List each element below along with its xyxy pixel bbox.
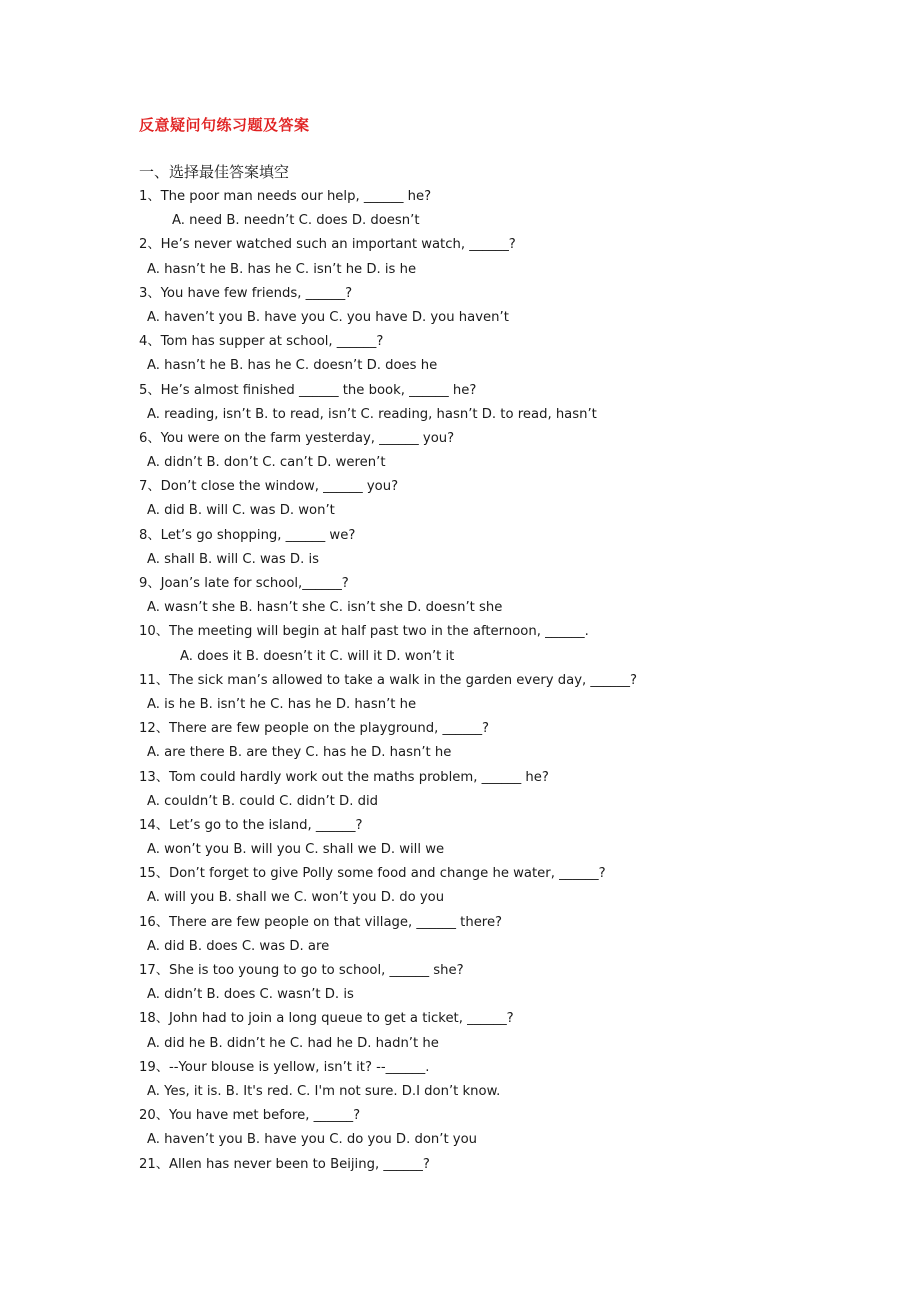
question-text: 19、--Your blouse is yellow, isn’t it? --______. xyxy=(139,1059,430,1075)
answer-options: A. did B. does C. was D. are xyxy=(147,938,330,954)
page-title: 反意疑问句练习题及答案 xyxy=(139,116,310,134)
answer-options: A. wasn’t she B. hasn’t she C. isn’t she D. doesn’t she xyxy=(147,600,503,616)
question-text: 9、Joan’s late for school,______? xyxy=(139,576,349,591)
question-text: 15、Don’t forget to give Polly some food and change he water, ______? xyxy=(139,866,606,882)
answer-options: A. haven’t you B. have you C. do you D. don’t you xyxy=(147,1132,478,1148)
answer-options: A. does it B. doesn’t it C. will it D. won’t it xyxy=(180,648,455,664)
question-text: 1、The poor man needs our help, ______ he? xyxy=(139,189,432,204)
section-heading: 一、选择最佳答案填空 xyxy=(139,163,290,181)
question-text: 21、Allen has never been to Beijing, ______? xyxy=(139,1156,430,1172)
question-text: 12、There are few people on the playground, ______? xyxy=(139,721,490,737)
question-text: 8、Let’s go shopping, ______ we? xyxy=(139,527,356,543)
question-text: 16、There are few people on that village, ______ there? xyxy=(139,914,503,930)
question-text: 2、He’s never watched such an important watch, ______? xyxy=(139,237,516,253)
answer-options: A. will you B. shall we C. won’t you D. do you xyxy=(147,890,445,906)
answer-options: A. are there B. are they C. has he D. hasn’t he xyxy=(147,745,452,761)
answer-options: A. didn’t B. don’t C. can’t D. weren’t xyxy=(147,455,386,471)
question-text: 17、She is too young to go to school, ______ she? xyxy=(139,963,464,978)
answer-options: A. couldn’t B. could C. didn’t D. did xyxy=(147,793,378,809)
question-text: 10、The meeting will begin at half past two in the afternoon, ______. xyxy=(139,624,589,640)
answer-options: A. haven’t you B. have you C. you have D. you haven’t xyxy=(147,309,509,325)
question-text: 18、John had to join a long queue to get a ticket, ______? xyxy=(139,1011,514,1027)
question-text: 20、You have met before, ______? xyxy=(139,1108,361,1124)
answer-options: A. did he B. didn’t he C. had he D. hadn’t he xyxy=(147,1035,439,1051)
answer-options: A. is he B. isn’t he C. has he D. hasn’t he xyxy=(147,696,417,712)
answer-options: A. won’t you B. will you C. shall we D. will we xyxy=(147,842,445,858)
answer-options: A. reading, isn’t B. to read, isn’t C. reading, hasn’t D. to read, hasn’t xyxy=(147,406,597,422)
question-text: 5、He’s almost finished ______ the book, ______ he? xyxy=(139,382,477,398)
answer-options: A. hasn’t he B. has he C. doesn’t D. does he xyxy=(147,358,438,374)
question-text: 14、Let’s go to the island, ______? xyxy=(139,817,363,833)
answer-options: A. hasn’t he B. has he C. isn’t he D. is he xyxy=(147,261,417,277)
answer-options: A. did B. will C. was D. won’t xyxy=(147,503,335,519)
question-text: 7、Don’t close the window, ______ you? xyxy=(139,479,399,495)
answer-options: A. shall B. will C. was D. is xyxy=(147,551,319,567)
answer-options: A. didn’t B. does C. wasn’t D. is xyxy=(147,987,354,1003)
answer-options: A. Yes, it is. B. It's red. C. I'm not sure. D.I don’t know. xyxy=(147,1083,501,1099)
question-text: 4、Tom has supper at school, ______? xyxy=(139,334,384,350)
question-text: 13、Tom could hardly work out the maths problem, ______ he? xyxy=(139,769,549,785)
question-text: 3、You have few friends, ______? xyxy=(139,285,353,301)
question-text: 6、You were on the farm yesterday, ______ you? xyxy=(139,430,455,446)
answer-options: A. need B. needn’t C. does D. doesn’t xyxy=(172,213,420,229)
question-text: 11、The sick man’s allowed to take a walk in the garden every day, ______? xyxy=(139,672,637,688)
question-list xyxy=(139,185,839,1177)
